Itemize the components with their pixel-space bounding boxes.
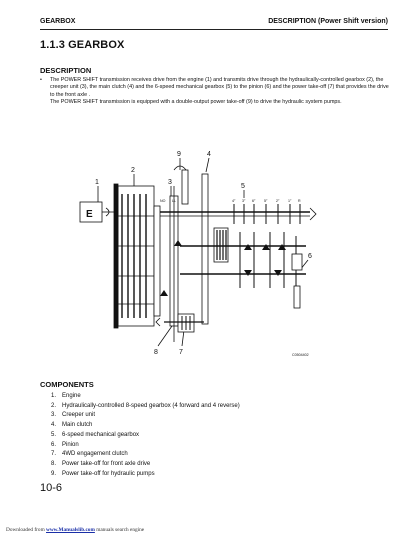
description-paragraph-2: The POWER SHIFT transmission is equipped with a double-output power take-off (9) to drive the hydraulic system pumps. <box>50 98 342 105</box>
header-rule <box>40 29 388 30</box>
list-item: 7. 4WD engagement clutch <box>50 451 128 458</box>
header-section: GEARBOX <box>40 18 76 25</box>
page-number: 10-6 <box>40 482 63 494</box>
callout-9: 9 <box>177 151 181 158</box>
manualslib-link[interactable]: www.Manualslib.com <box>46 527 95 533</box>
callout-3: 3 <box>168 179 172 186</box>
callout-2: 2 <box>131 167 135 174</box>
callout-4: 4 <box>207 151 211 158</box>
components-heading: COMPONENTS <box>40 380 94 389</box>
list-item: 2. Hydraulically-controlled 8-speed gearbox (4 forward and 4 reverse) <box>50 402 240 409</box>
download-footer: Downloaded from www.Manualslib.com manuals search engine <box>6 527 145 533</box>
list-item: 6. Pinion <box>50 441 79 448</box>
callout-5: 5 <box>241 183 245 190</box>
list-item: 5. 6-speed mechanical gearbox <box>50 431 140 438</box>
section-heading: DESCRIPTION <box>40 66 92 75</box>
shaft-label-ll: LL <box>172 199 176 203</box>
shaft-label-5: 5° <box>264 199 268 203</box>
callout-7: 7 <box>179 349 183 356</box>
list-item: 4. Main clutch <box>50 422 93 429</box>
list-item: 3. Creeper unit <box>50 412 96 419</box>
callout-1: 1 <box>95 179 99 186</box>
diagram-code: C0504402 <box>292 353 309 357</box>
page-title: 1.1.3 GEARBOX <box>40 39 125 51</box>
components-list <box>40 392 240 479</box>
shaft-label-2: 2° <box>276 199 280 203</box>
bullet-marker: • <box>40 77 42 83</box>
shaft-label-r: R <box>298 199 301 203</box>
shaft-label-3: 3° <box>242 199 246 203</box>
shaft-label-1: 1° <box>288 199 292 203</box>
list-item: 8. Power take-off for front axle drive <box>50 460 151 467</box>
callout-6: 6 <box>308 253 312 260</box>
description-text <box>40 77 390 106</box>
gearbox-diagram <box>74 146 334 366</box>
description-paragraph-1: The POWER SHIFT transmission receives drive from the engine (1) and transmits drive through the hydraulically-controlled gearbox (2), the creeper unit (3), the main clutch (4) and the 6-speed mechanical gearbox (5) to the pinion (6) and the power take-off (7) that provides the drive to the front axle . <box>50 77 389 98</box>
shaft-label-4: 4° <box>232 199 236 203</box>
list-item: 1. Engine <box>50 393 81 399</box>
shaft-label-6: 6° <box>252 199 256 203</box>
header-description: DESCRIPTION (Power Shift version) <box>268 18 388 25</box>
engine-label: E <box>86 209 93 220</box>
list-item: 9. Power take-off for hydraulic pumps <box>50 470 155 477</box>
callout-8: 8 <box>154 349 158 356</box>
shaft-label-no: NO <box>160 199 166 203</box>
